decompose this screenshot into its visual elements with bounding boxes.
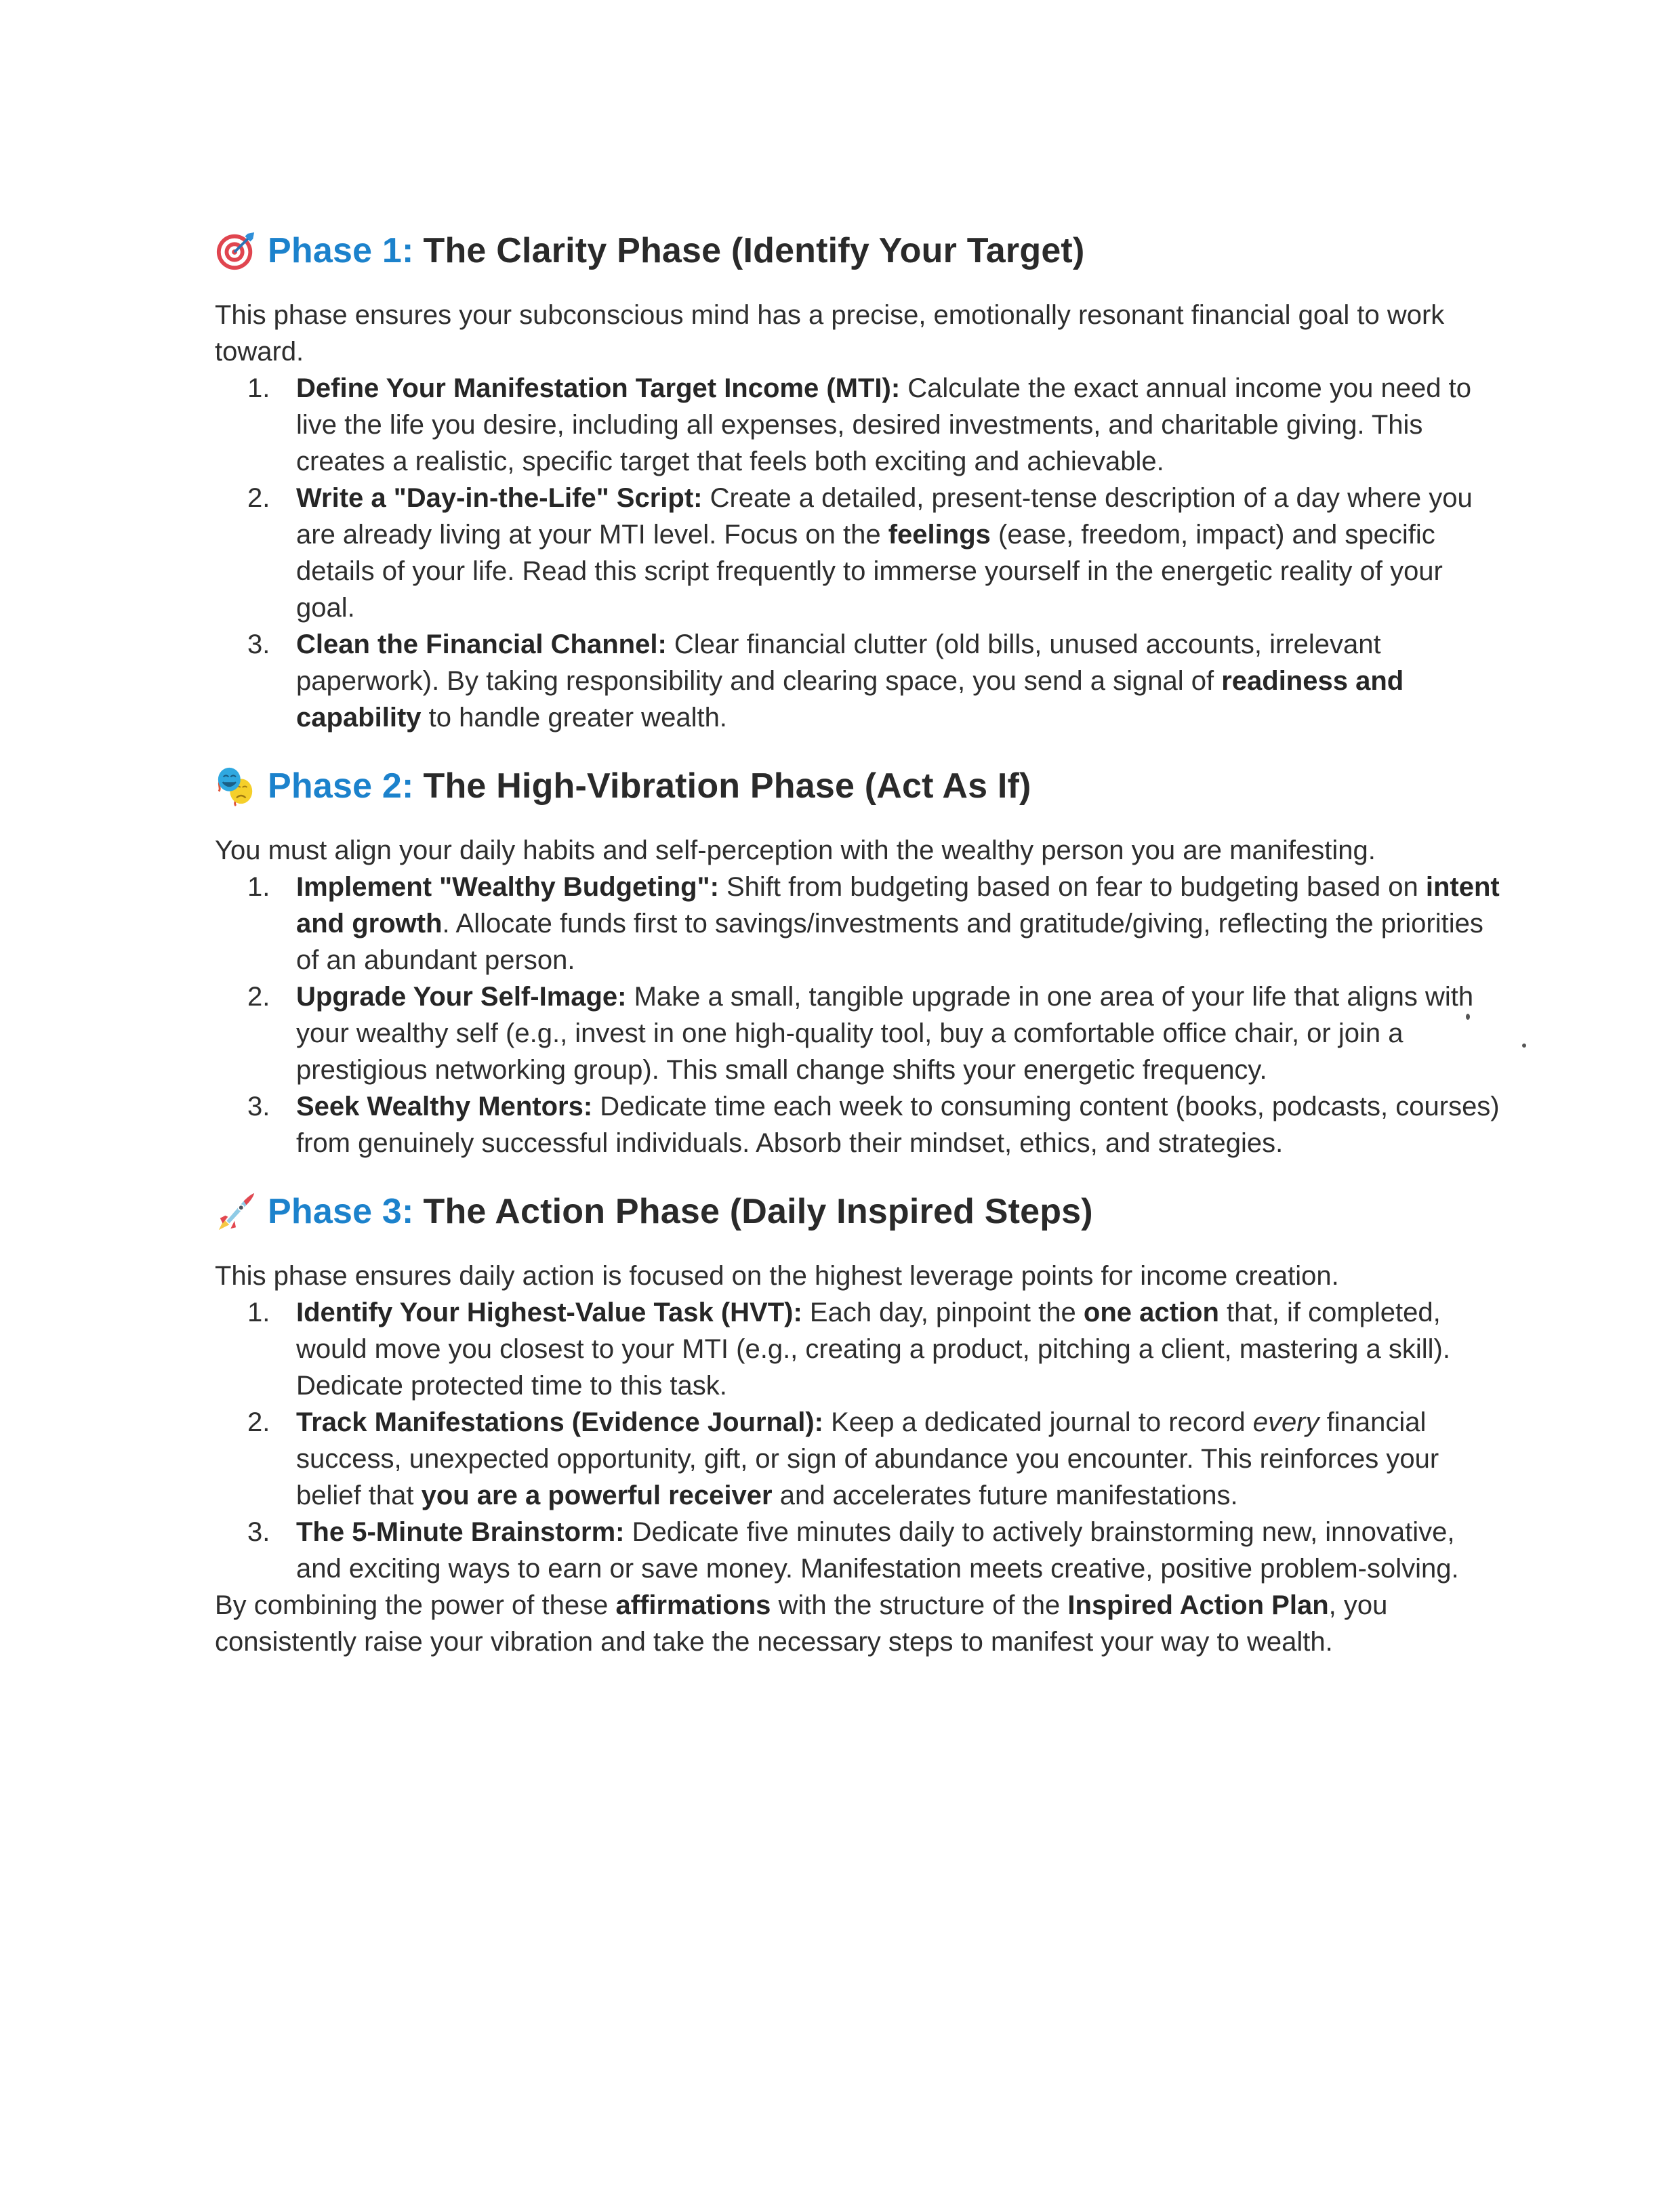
body-text: . Allocate funds first to savings/investments and gratitude/giving, reflecting the priorities of an abundant person. [296,909,1483,975]
step-title: Define Your Manifestation Target Income (MTI): [296,373,901,403]
body-text: Each day, pinpoint the [802,1298,1084,1327]
step-item [215,480,1502,626]
phase-title: The High-Vibration Phase (Act As If) [423,766,1031,806]
step-number: 1. [247,1298,270,1327]
step-number: 1. [247,872,270,902]
phase-label: Phase 3: [268,1192,414,1231]
body-text: with the structure of the [771,1590,1068,1620]
body-text: Shift from budgeting based on fear to budgeting based on [718,872,1426,902]
body-text: to handle greater wealth. [421,703,727,732]
emphasis-text: affirmations [615,1590,771,1620]
step-number: 3. [247,1092,270,1121]
phase-intro: You must align your daily habits and self-perception with the wealthy person you are manifesting. [215,835,1376,865]
phase-steps-list [215,869,1502,1161]
scan-speck [1466,1014,1470,1020]
body-text: Clear financial clutter (old bills, unused accounts, irrelevant paperwork). By taking responsibility and clearing space, you send a signal of [296,629,1381,696]
step-title: Identify Your Highest-Value Task (HVT): [296,1298,802,1327]
step-title: Write a "Day-in-the-Life" Script: [296,483,703,513]
step-item [215,869,1502,978]
step-number: 2. [247,1407,270,1437]
performing-arts-masks-icon [215,765,257,807]
phase-1-heading [215,224,1502,278]
step-title: Implement "Wealthy Budgeting": [296,872,719,902]
step-item [215,978,1502,1088]
step-item [215,1514,1502,1587]
phase-label: Phase 2: [268,766,414,806]
body-text: , you consistently raise your vibration and take the necessary steps to manifest your way to wealth. [215,1590,1388,1657]
emphasis-text: feelings [888,520,991,550]
body-text: By combining the power of these [215,1590,616,1620]
emphasis-text: Inspired Action Plan [1067,1590,1329,1620]
body-text: Dedicate five minutes daily to actively brainstorming new, innovative, and exciting ways to earn or save money. Manifestation meets creative, positive problem-solving. [296,1517,1459,1584]
step-number: 2. [247,483,270,513]
phase-label: Phase 1: [268,231,414,270]
phase-steps-list [215,1294,1502,1587]
rocket-icon [215,1191,257,1233]
emphasis-text: one action [1083,1298,1219,1327]
step-item [215,626,1502,736]
step-title: The 5-Minute Brainstorm: [296,1517,625,1547]
body-text: Calculate the exact annual income you need to live the life you desire, including all expenses, desired investments, and charitable giving. This creates a realistic, specific target that feels both exciting and achievable. [296,373,1471,476]
phase-intro: This phase ensures your subconscious mind has a precise, emotionally resonant financial goal to work toward. [215,300,1445,367]
step-number: 2. [247,982,270,1012]
body-text: Make a small, tangible upgrade in one area of your life that aligns with your wealthy self (e.g., invest in one high-quality tool, buy a comfortable office chair, or join a prestigious networking group). This small change shifts your energetic frequency. [296,982,1474,1085]
phase-title: The Clarity Phase (Identify Your Target) [423,231,1085,270]
step-item [215,1088,1502,1161]
body-text: Create a detailed, present-tense description of a day where you are already living at your MTI level. Focus on the [296,483,1473,550]
step-number: 3. [247,629,270,659]
phase-1-section [215,224,1502,736]
step-item [215,1404,1502,1514]
closing-paragraph [215,1587,1502,1660]
body-text: financial success, unexpected opportunity, gift, or sign of abundance you encounter. This reinforces your belief that [296,1407,1439,1510]
phase-title: The Action Phase (Daily Inspired Steps) [423,1192,1093,1231]
step-title: Seek Wealthy Mentors: [296,1092,593,1121]
step-title: Upgrade Your Self-Image: [296,982,627,1012]
body-text: that, if completed, would move you closest to your MTI (e.g., creating a product, pitching a client, mastering a skill). Dedicate protected time to this task. [296,1298,1450,1401]
body-text: Keep a dedicated journal to record [823,1407,1253,1437]
body-text: Dedicate time each week to consuming content (books, podcasts, courses) from genuinely successful individuals. Absorb their mindset, ethics, and strategies. [296,1092,1500,1158]
scan-speck [1522,1044,1526,1048]
step-number: 1. [247,373,270,403]
document-page [215,224,1502,1683]
phase-2-section [215,759,1502,1161]
body-text: (ease, freedom, impact) and specific details of your life. Read this script frequently to immerse yourself in the energetic reality of your goal. [296,520,1443,623]
step-title: Clean the Financial Channel: [296,629,667,659]
emphasis-text: you are a powerful receiver [421,1481,773,1510]
step-title: Track Manifestations (Evidence Journal): [296,1407,823,1437]
phase-steps-list [215,370,1502,736]
step-item [215,1294,1502,1404]
phase-3-heading [215,1184,1502,1239]
step-item [215,370,1502,480]
direct-hit-target-icon [215,230,257,272]
phase-intro: This phase ensures daily action is focused on the highest leverage points for income creation. [215,1261,1339,1291]
emphasis-text: intent and growth [296,872,1500,938]
body-text: and accelerates future manifestations. [772,1481,1238,1510]
italic-text: every [1252,1407,1319,1437]
emphasis-text: readiness and capability [296,666,1404,732]
step-number: 3. [247,1517,270,1547]
phase-3-section [215,1184,1502,1660]
phase-2-heading [215,759,1502,813]
